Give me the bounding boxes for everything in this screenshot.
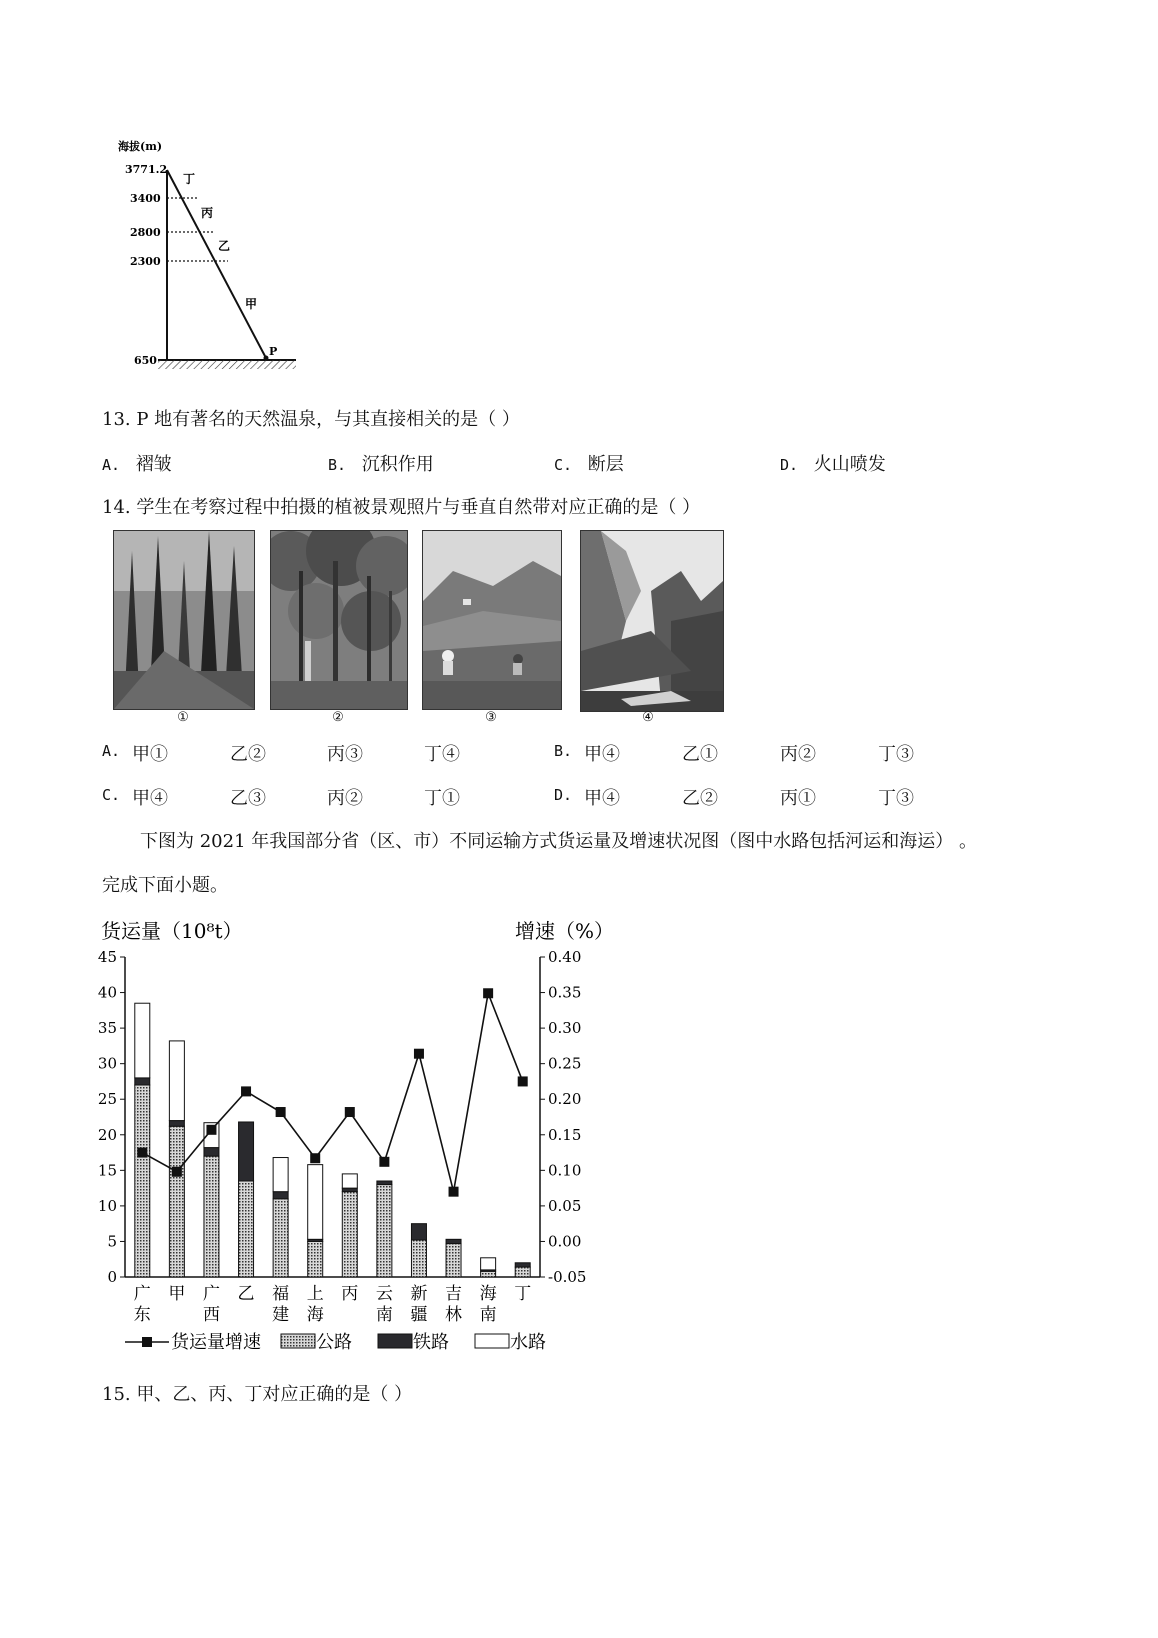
x-category-label: 丙 — [341, 1284, 359, 1304]
bar-segment — [239, 1181, 254, 1277]
bar-segment — [204, 1148, 219, 1157]
x-category-label: 上 — [306, 1284, 324, 1304]
photo-label-2: ② — [332, 710, 344, 725]
y-left-tick-label: 35 — [97, 1019, 117, 1038]
x-category-label: 福 — [272, 1284, 290, 1304]
q14-option-d[interactable] — [554, 784, 974, 810]
profile-tick: 650 — [134, 354, 157, 367]
bar-segment — [169, 1041, 184, 1121]
option-letter: A. — [102, 742, 121, 760]
growth-rate-point — [241, 1086, 251, 1096]
option-item: 甲④ — [584, 788, 620, 809]
option-item: 甲① — [132, 744, 168, 765]
growth-rate-point — [414, 1049, 424, 1059]
photo-label-4: ④ — [642, 710, 654, 725]
option-text: 沉积作用 — [361, 454, 434, 475]
x-category-label: 林 — [445, 1305, 463, 1325]
bar-segment — [169, 1126, 184, 1277]
y-right-tick-label: 0.35 — [548, 983, 582, 1002]
x-category-label: 西 — [202, 1305, 220, 1325]
profile-y-axis-title: 海拔(m) — [118, 140, 163, 153]
option-letter: C. — [554, 456, 573, 474]
bar-segment — [308, 1241, 323, 1277]
bar-segment — [446, 1239, 461, 1243]
bar-segment — [342, 1174, 357, 1188]
bar-segment — [515, 1263, 530, 1267]
bar-segment — [273, 1158, 288, 1192]
x-category-label: 新 — [410, 1284, 428, 1304]
x-category-label: 甲 — [168, 1284, 186, 1304]
y-right-tick-label: 0.15 — [548, 1125, 582, 1144]
y-right-tick-label: 0.40 — [548, 948, 582, 966]
option-letter: D. — [554, 786, 573, 804]
option-letter: A. — [102, 456, 121, 474]
q13-option-b[interactable] — [328, 450, 434, 476]
bar-segment — [204, 1156, 219, 1277]
y-right-tick-label: 0.05 — [548, 1196, 582, 1215]
point-p-label: P — [269, 345, 278, 358]
question-15-stem: 15. 甲、乙、丙、丁对应正确的是（ ） — [102, 1384, 413, 1405]
bar-segment — [411, 1224, 426, 1240]
zone-label-yi: 乙 — [218, 239, 231, 253]
x-category-label: 海 — [306, 1305, 324, 1325]
x-category-label: 广 — [133, 1284, 151, 1304]
intro-line-2: 完成下面小题。 — [102, 875, 228, 896]
bar-segment — [273, 1192, 288, 1199]
q13-option-a[interactable] — [102, 450, 172, 476]
option-item: 丁③ — [878, 744, 914, 765]
vegetation-photo-1 — [113, 530, 255, 710]
option-letter: D. — [780, 456, 799, 474]
growth-rate-point — [206, 1125, 216, 1135]
zone-label-bing: 丙 — [201, 206, 214, 220]
point-p-marker — [264, 356, 269, 361]
x-category-label: 南 — [479, 1305, 497, 1325]
y-left-tick-label: 40 — [97, 983, 117, 1002]
vegetation-photo-3 — [422, 530, 562, 710]
bar-segment — [446, 1244, 461, 1277]
y-left-tick-label: 30 — [97, 1054, 117, 1073]
zone-label-ding: 丁 — [183, 172, 196, 186]
chart-y-left-title: 货运量（10⁸t） — [101, 919, 243, 943]
legend-swatch — [378, 1334, 412, 1348]
y-left-tick-label: 20 — [97, 1125, 117, 1144]
growth-rate-point — [276, 1107, 286, 1117]
x-category-label: 云 — [375, 1284, 393, 1304]
bar-segment — [239, 1122, 254, 1181]
y-right-tick-label: 0.20 — [548, 1090, 582, 1109]
y-left-tick-label: 5 — [107, 1232, 117, 1251]
x-category-label: 丁 — [514, 1284, 532, 1304]
growth-rate-point — [483, 988, 493, 998]
bar-segment — [273, 1199, 288, 1277]
option-item: 乙③ — [230, 788, 266, 809]
y-left-tick-label: 10 — [97, 1196, 117, 1215]
option-letter: C. — [102, 786, 121, 804]
y-left-tick-label: 15 — [97, 1161, 117, 1180]
bar-segment — [135, 1078, 150, 1085]
q13-option-c[interactable] — [554, 450, 624, 476]
growth-rate-point — [345, 1107, 355, 1117]
y-right-tick-label: 0.30 — [548, 1019, 582, 1038]
option-item: 丙① — [780, 788, 816, 809]
bar-segment — [135, 1003, 150, 1078]
option-text: 褶皱 — [135, 454, 172, 475]
x-category-label: 乙 — [237, 1284, 255, 1304]
chart-y-right-title: 增速（%） — [515, 919, 615, 943]
x-category-label: 东 — [133, 1305, 151, 1325]
bar-segment — [377, 1185, 392, 1277]
bar-segment — [308, 1165, 323, 1240]
profile-tick: 2800 — [130, 226, 161, 239]
photo-label-1: ① — [177, 710, 189, 725]
bar-segment — [377, 1181, 392, 1185]
y-left-tick-label: 45 — [97, 948, 117, 966]
profile-slope — [167, 170, 266, 358]
option-item: 丙② — [780, 744, 816, 765]
option-item: 丁④ — [424, 744, 460, 765]
freight-volume-chart — [95, 910, 635, 1370]
option-item: 甲④ — [132, 788, 168, 809]
question-13-stem: 13. P 地有著名的天然温泉，与其直接相关的是（ ） — [102, 409, 520, 430]
vegetation-photo-4 — [580, 530, 724, 712]
bar-segment — [342, 1188, 357, 1192]
option-item: 丁① — [424, 788, 460, 809]
option-item: 丙② — [327, 788, 363, 809]
option-item: 丙③ — [327, 744, 363, 765]
bar-segment — [515, 1267, 530, 1277]
y-right-tick-label: 0.00 — [548, 1232, 582, 1251]
x-category-label: 广 — [202, 1284, 220, 1304]
y-left-tick-label: 25 — [97, 1090, 117, 1109]
bar-segment — [411, 1240, 426, 1277]
q14-option-a[interactable] — [102, 740, 522, 766]
legend-swatch — [475, 1334, 509, 1348]
growth-rate-point — [310, 1153, 320, 1163]
legend-swatch — [281, 1334, 315, 1348]
legend-label: 铁路 — [413, 1332, 449, 1353]
zone-label-jia: 甲 — [245, 297, 258, 311]
y-right-tick-label: 0.10 — [548, 1161, 582, 1180]
legend-line-marker — [142, 1337, 152, 1347]
growth-rate-point — [449, 1187, 459, 1197]
bar-segment — [342, 1192, 357, 1277]
option-item: 甲④ — [584, 744, 620, 765]
bar-segment — [481, 1271, 496, 1277]
legend-label: 公路 — [316, 1332, 352, 1353]
growth-rate-point — [379, 1157, 389, 1167]
photo-label-3: ③ — [485, 710, 497, 725]
bar-segment — [169, 1121, 184, 1127]
x-category-label: 建 — [272, 1305, 290, 1325]
x-category-label: 吉 — [445, 1284, 463, 1304]
option-letter: B. — [328, 456, 347, 474]
vegetation-photo-2 — [270, 530, 408, 710]
growth-rate-line — [142, 993, 522, 1191]
profile-tick: 2300 — [130, 255, 161, 268]
intro-line-1: 下图为 2021 年我国部分省（区、市）不同运输方式货运量及增速状况图（图中水路包括河运和海运） 。 — [140, 831, 977, 852]
q14-option-c[interactable] — [102, 784, 522, 810]
bar-segment — [481, 1258, 496, 1270]
growth-rate-point — [172, 1167, 182, 1177]
q13-option-d[interactable] — [780, 450, 886, 476]
option-text: 火山喷发 — [813, 454, 886, 475]
option-letter: B. — [554, 742, 573, 760]
option-text: 断层 — [587, 454, 624, 475]
option-item: 乙② — [230, 744, 266, 765]
option-item: 乙② — [682, 788, 718, 809]
x-category-label: 海 — [479, 1284, 497, 1304]
growth-rate-point — [518, 1076, 528, 1086]
y-right-tick-label: -0.05 — [548, 1268, 587, 1286]
y-left-tick-label: 0 — [107, 1268, 117, 1286]
q14-option-b[interactable] — [554, 740, 974, 766]
bar-segment — [135, 1085, 150, 1277]
x-category-label: 疆 — [410, 1305, 428, 1325]
legend-label: 水路 — [510, 1332, 546, 1353]
x-category-label: 南 — [375, 1305, 393, 1325]
legend-label: 货运量增速 — [171, 1332, 261, 1353]
profile-tick: 3771.2 — [125, 163, 168, 176]
altitude-profile-diagram — [100, 130, 320, 380]
option-item: 丁③ — [878, 788, 914, 809]
profile-tick: 3400 — [130, 192, 161, 205]
y-right-tick-label: 0.25 — [548, 1054, 582, 1073]
question-14-stem: 14. 学生在考察过程中拍摄的植被景观照片与垂直自然带对应正确的是（ ） — [102, 497, 701, 518]
growth-rate-point — [137, 1148, 147, 1158]
option-item: 乙① — [682, 744, 718, 765]
